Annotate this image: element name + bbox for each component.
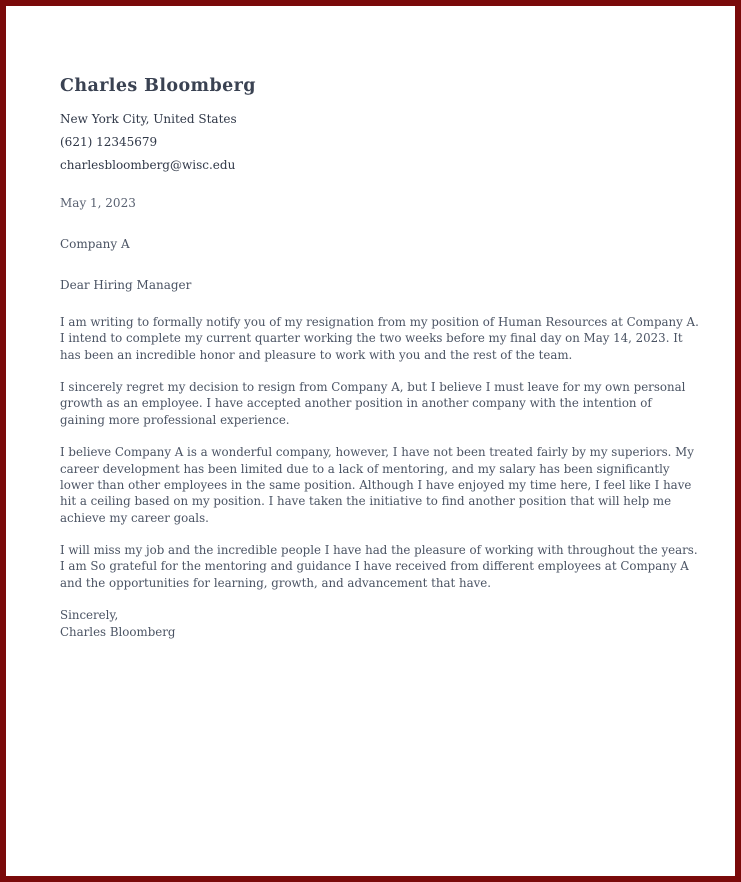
letter-date: May 1, 2023 bbox=[60, 196, 136, 210]
sender-email: charlesbloomberg@wisc.edu bbox=[60, 158, 236, 172]
body-paragraph-1: I am writing to formally notify you of my resignation from my position of Human Resources at Company A. I intend to complete my current quarter working the two weeks before my final day on May 14, 2023. It has been an incredible honor and pleasure to work with you and the rest of the team. bbox=[60, 315, 699, 362]
sender-phone: (621) 12345679 bbox=[60, 135, 158, 149]
closing-block bbox=[60, 607, 700, 640]
body-paragraph-4: I will miss my job and the incredible people I have had the pleasure of working with throughout the years. I am So grateful for the mentoring and guidance I have received from different employees at Company A and the opportunities for learning, growth, and advancement that have. bbox=[60, 543, 698, 590]
contact-block bbox=[60, 108, 700, 177]
signature-name: Charles Bloomberg bbox=[60, 624, 176, 639]
closing-phrase: Sincerely, bbox=[60, 608, 119, 623]
salutation: Dear Hiring Manager bbox=[60, 278, 192, 292]
body-paragraph-2: I sincerely regret my decision to resign from Company A, but I believe I must leave for my own personal growth as an employee. I have accepted another position in another company with the intention of gaining more professional experience. bbox=[60, 380, 686, 427]
sender-name: Charles Bloomberg bbox=[60, 76, 256, 96]
sender-address: New York City, United States bbox=[60, 112, 237, 126]
body-paragraph-3: I believe Company A is a wonderful company, however, I have not been treated fairly by my superiors. My career development has been limited due to a lack of mentoring, and my salary has been significantly lower than other employees in the same position. Although I have enjoyed my time here, I feel like I have hit a ceiling based on my position. I have taken the initiative to find another position that will help me achieve my career goals. bbox=[60, 445, 694, 525]
letter-sheet bbox=[60, 72, 700, 640]
recipient-company: Company A bbox=[60, 237, 130, 251]
